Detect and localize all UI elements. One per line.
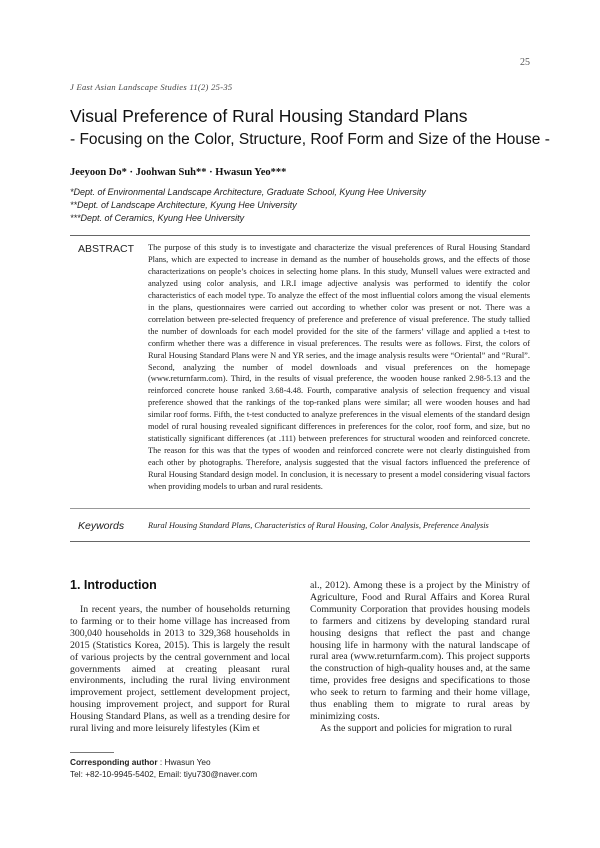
keywords-bottom-rule xyxy=(70,541,530,542)
journal-citation: J East Asian Landscape Studies 11(2) 25-35 xyxy=(70,82,233,92)
abstract-top-rule xyxy=(70,235,530,236)
page-number: 25 xyxy=(520,57,530,68)
author-list: Jeeyoon Do* · Joohwan Suh** · Hwasun Yeo*** xyxy=(70,167,287,178)
affiliation-3: ***Dept. of Ceramics, Kyung Hee University xyxy=(70,213,245,223)
footnote-rule xyxy=(70,752,114,753)
intro-paragraph-1-continued: al., 2012). Among these is a project by the Ministry of Agriculture, Food and Rural Affairs and Korea Rural Community Corporation that provides housing models to farmers and citizens by developing standard rural housing designs that reflect the past and change housing life in harmony with the natural landscape of rural area (www.returnfarm.com). This project supports the construction of high-quality houses and, at the same time, provides free designs and specifications to those who seek to return to farming and their home village, thus enabling them to migrate to rural areas by minimizing costs. xyxy=(310,580,530,722)
corresponding-author xyxy=(70,757,211,767)
paper-subtitle: - Focusing on the Color, Structure, Roof Form and Size of the House - xyxy=(70,131,550,148)
intro-paragraph-2: As the support and policies for migration to rural xyxy=(320,722,513,734)
keywords-label: Keywords xyxy=(78,520,125,532)
keywords-top-rule xyxy=(70,508,530,509)
intro-right-column xyxy=(310,580,530,735)
keywords-list: Rural Housing Standard Plans, Characteristics of Rural Housing, Color Analysis, Preference Analysis xyxy=(148,521,489,530)
intro-left-column xyxy=(70,604,290,735)
abstract-body: The purpose of this study is to investigate and characterize the visual preferences of Rural Housing Standard Plans, which are expected to increase in demand as the number of households grows, and the effects of those characterizations on people’s choices in selecting home plans. In this study, Munsell values were extracted and analyzed using color analysis, and I.R.I image adjective analysis was performed to identify the color characteristics of each model type. To analyze the effect of the most influential colors among the visual elements in the plans, questionnaires were carried out according to whether color was present or not. There was a correlation between pre-selected frequency of preference and preference of visual preference. The study tallied the number of downloads for each model provided for the site of the farmers’ village and applied a t-test to confirm whether there was a difference in visual preferences. The results were as follows. First, the colors of Rural Housing Standard Plans were N and YR series, and the image analysis results were “Oriental” and “Rural”. Second, analyzing the number of model downloads and visual preferences on the homepage (www.returnfarm.com). Third, in the results of visual preference, the wooden house ranked 2.98-5.13 and the reinforced concrete house ranked 3.68-4.48. Fourth, comparative analysis of selection frequency and visual preference showed that the rankings of the top-ranked plans were similar; all were wooden houses and had similar roof forms. Fifth, the t-test conducted to analyze preferences in the visual elements of the standard design model of rural housing revealed significant differences in preferences for the color, roof form, and size, but no statistically significant differences (at .111) between preferences for structural wooden and reinforced concrete. The reason for this was that the types of wooden and reinforced concrete were not clearly distinguished from each other by photographs. Therefore, analysis suggested that the visual factors influenced the preference of Rural Housing Standard design model. In conclusion, it is necessary to present a model considering visual factors when providing models to urban and rural residents. xyxy=(148,243,530,492)
affiliation-2: **Dept. of Landscape Architecture, Kyung Hee University xyxy=(70,200,297,210)
paper-title: Visual Preference of Rural Housing Standard Plans xyxy=(70,106,468,126)
abstract-label: ABSTRACT xyxy=(78,243,135,255)
corresponding-author-label: Corresponding author xyxy=(70,757,158,767)
section-heading-introduction: 1. Introduction xyxy=(70,578,157,592)
corresponding-author-name: : Hwasun Yeo xyxy=(159,757,211,767)
affiliation-1: *Dept. of Environmental Landscape Architecture, Graduate School, Kyung Hee University xyxy=(70,187,426,197)
intro-paragraph-1: In recent years, the number of households returning to farming or to their home village has increased from 300,040 households in 2013 to 329,368 households in 2015 (Statistics Korea, 2015). This is largely the result of various projects by the central government and local governments aimed at creating pleasant rural environments, including the rural living environment improvement project, settlement development project, housing improvement project, and support for Rural Housing Standard Plans, as well as a trending desire for rural living and more leisurely lifestyles (Kim et xyxy=(70,604,290,735)
author-contact: Tel: +82-10-9945-5402, Email: tiyu730@naver.com xyxy=(70,769,258,779)
